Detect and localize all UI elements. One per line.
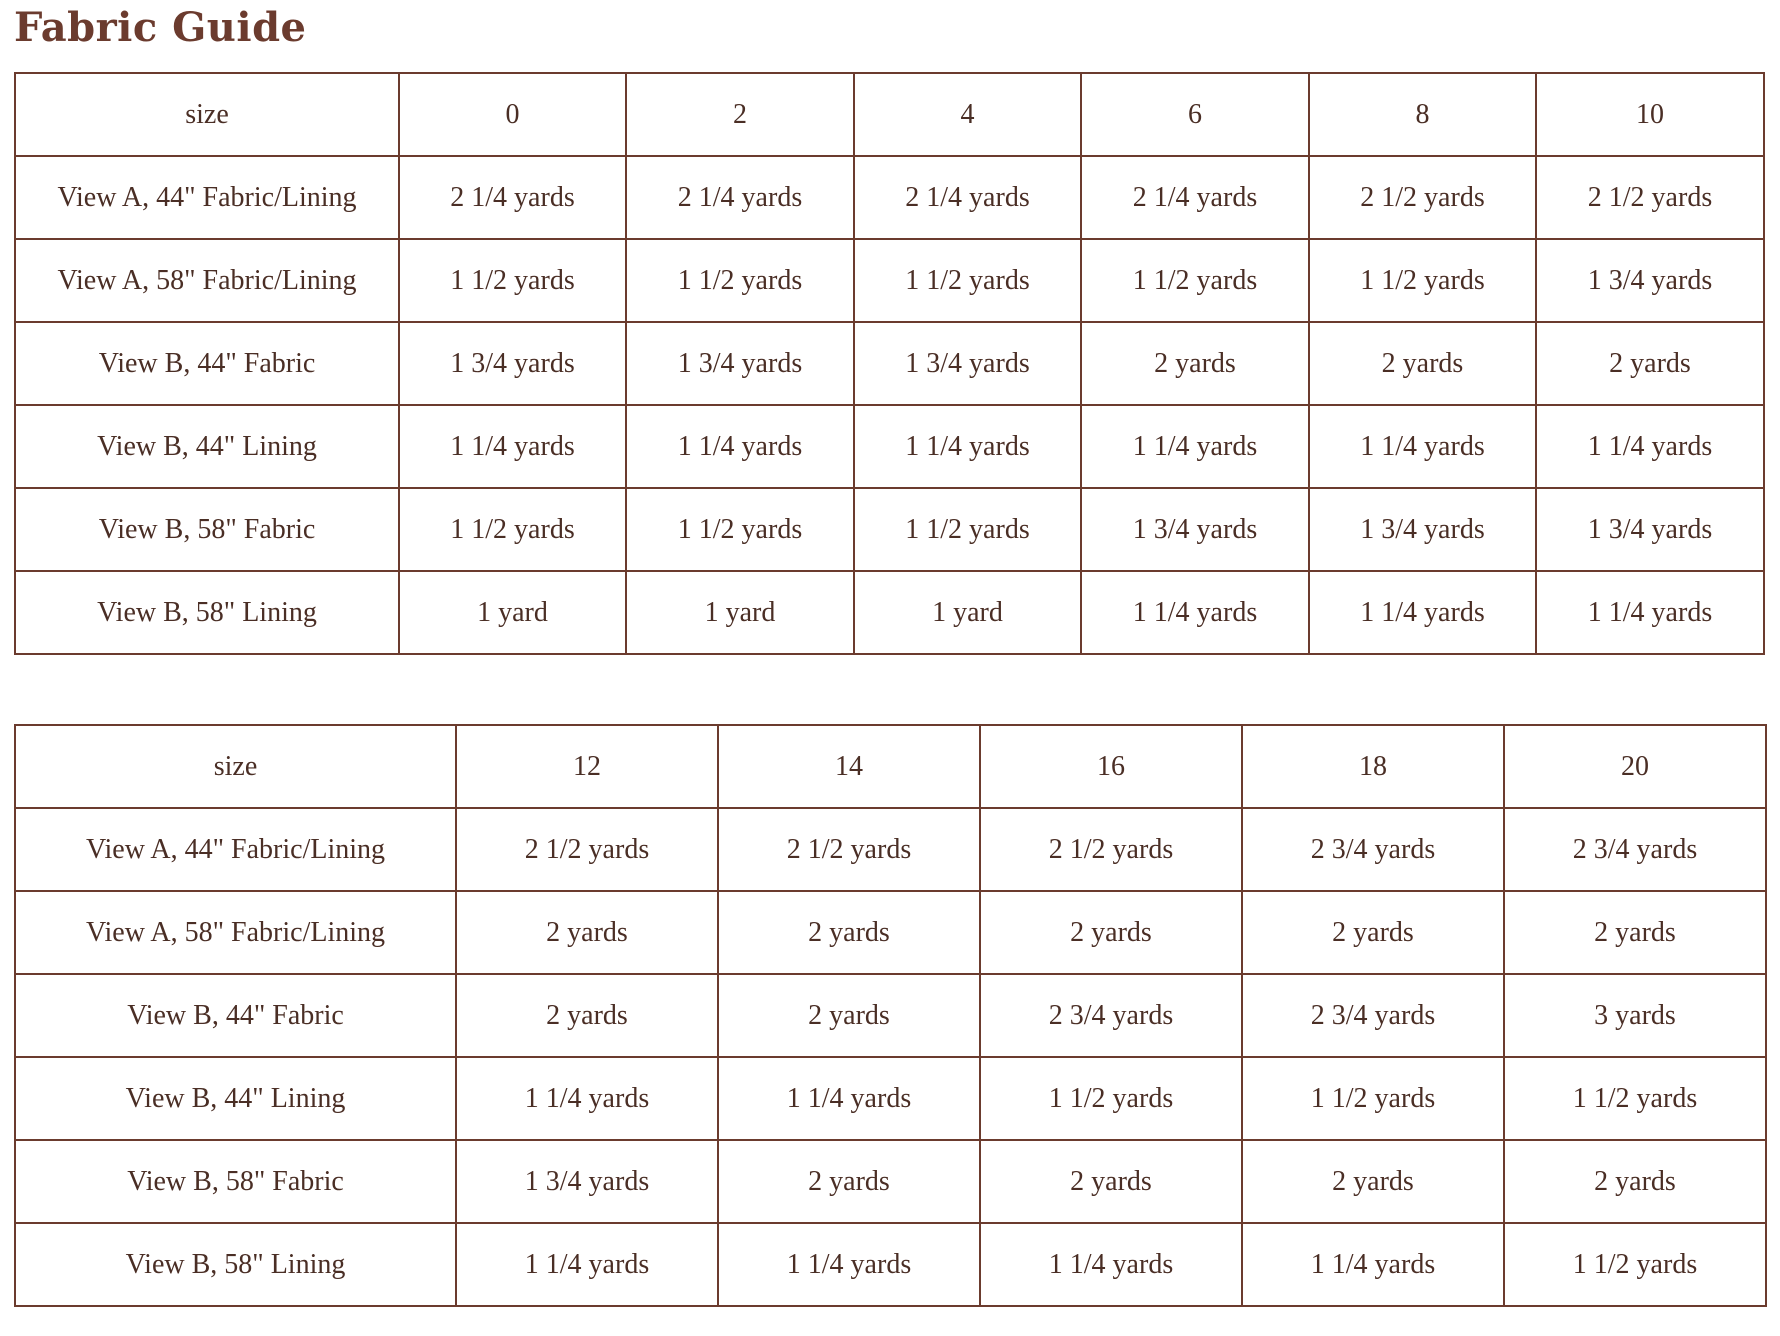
yardage-cell: 2 3/4 yards	[980, 974, 1242, 1057]
yardage-cell: 2 yards	[1081, 322, 1309, 405]
table-row	[15, 1223, 1766, 1306]
yardage-cell: 2 yards	[980, 1140, 1242, 1223]
yardage-cell: 1 3/4 yards	[1081, 488, 1309, 571]
table-row	[15, 974, 1766, 1057]
yardage-cell: 2 1/4 yards	[854, 156, 1081, 239]
header-row	[15, 725, 1766, 808]
yardage-cell: 2 1/2 yards	[718, 808, 980, 891]
yardage-cell: 2 yards	[1504, 891, 1766, 974]
row-label: View B, 58" Fabric	[15, 488, 399, 571]
yardage-cell: 2 1/4 yards	[399, 156, 626, 239]
size-column-header: 14	[718, 725, 980, 808]
row-label: View A, 44" Fabric/Lining	[15, 156, 399, 239]
yardage-cell: 2 3/4 yards	[1242, 974, 1504, 1057]
yardage-cell: 1 yard	[854, 571, 1081, 654]
yardage-cell: 1 3/4 yards	[1309, 488, 1536, 571]
yardage-cell: 1 3/4 yards	[399, 322, 626, 405]
table-row	[15, 405, 1764, 488]
header-row	[15, 73, 1764, 156]
yardage-cell: 1 1/4 yards	[1081, 405, 1309, 488]
size-column-header: 0	[399, 73, 626, 156]
size-header: size	[15, 725, 456, 808]
size-column-header: 8	[1309, 73, 1536, 156]
yardage-cell: 2 1/2 yards	[980, 808, 1242, 891]
table-row	[15, 808, 1766, 891]
yardage-cell: 1 1/4 yards	[718, 1223, 980, 1306]
yardage-cell: 2 yards	[1309, 322, 1536, 405]
yardage-cell: 1 yard	[399, 571, 626, 654]
yardage-cell: 1 3/4 yards	[626, 322, 854, 405]
yardage-cell: 2 yards	[980, 891, 1242, 974]
yardage-cell: 2 yards	[1536, 322, 1764, 405]
yardage-cell: 2 1/4 yards	[1081, 156, 1309, 239]
yardage-cell: 1 1/4 yards	[456, 1223, 718, 1306]
yardage-cell: 2 yards	[718, 1140, 980, 1223]
yardage-cell: 3 yards	[1504, 974, 1766, 1057]
table-row	[15, 239, 1764, 322]
yardage-cell: 1 1/2 yards	[980, 1057, 1242, 1140]
row-label: View B, 58" Fabric	[15, 1140, 456, 1223]
yardage-cell: 1 1/4 yards	[1536, 405, 1764, 488]
size-column-header: 18	[1242, 725, 1504, 808]
yardage-cell: 1 1/2 yards	[399, 239, 626, 322]
yardage-cell: 1 3/4 yards	[456, 1140, 718, 1223]
yardage-cell: 1 1/2 yards	[626, 488, 854, 571]
yardage-cell: 1 1/4 yards	[980, 1223, 1242, 1306]
row-label: View A, 58" Fabric/Lining	[15, 891, 456, 974]
yardage-cell: 2 1/4 yards	[626, 156, 854, 239]
yardage-cell: 2 yards	[1242, 891, 1504, 974]
row-label: View B, 44" Lining	[15, 405, 399, 488]
row-label: View B, 58" Lining	[15, 1223, 456, 1306]
row-label: View A, 58" Fabric/Lining	[15, 239, 399, 322]
page-title: Fabric Guide	[14, 4, 307, 51]
row-label: View B, 58" Lining	[15, 571, 399, 654]
yardage-cell: 1 1/4 yards	[1242, 1223, 1504, 1306]
table-row	[15, 156, 1764, 239]
table-row	[15, 891, 1766, 974]
yardage-cell: 1 1/2 yards	[1504, 1057, 1766, 1140]
yardage-cell: 1 1/4 yards	[1309, 571, 1536, 654]
yardage-cell: 1 yard	[626, 571, 854, 654]
yardage-cell: 2 1/2 yards	[456, 808, 718, 891]
yardage-cell: 1 1/4 yards	[1081, 571, 1309, 654]
yardage-cell: 2 yards	[718, 891, 980, 974]
yardage-cell: 1 1/2 yards	[854, 239, 1081, 322]
size-header: size	[15, 73, 399, 156]
yardage-cell: 1 1/4 yards	[399, 405, 626, 488]
row-label: View A, 44" Fabric/Lining	[15, 808, 456, 891]
fabric-table-sizes-12-20	[14, 724, 1767, 1307]
yardage-cell: 1 3/4 yards	[1536, 488, 1764, 571]
yardage-cell: 1 1/4 yards	[854, 405, 1081, 488]
row-label: View B, 44" Fabric	[15, 322, 399, 405]
yardage-cell: 1 3/4 yards	[854, 322, 1081, 405]
yardage-cell: 1 1/2 yards	[854, 488, 1081, 571]
yardage-cell: 1 3/4 yards	[1536, 239, 1764, 322]
yardage-cell: 2 yards	[456, 891, 718, 974]
yardage-cell: 1 1/4 yards	[626, 405, 854, 488]
yardage-cell: 1 1/4 yards	[1309, 405, 1536, 488]
yardage-cell: 2 3/4 yards	[1242, 808, 1504, 891]
yardage-cell: 1 1/2 yards	[1309, 239, 1536, 322]
size-column-header: 10	[1536, 73, 1764, 156]
yardage-cell: 2 1/2 yards	[1309, 156, 1536, 239]
table-row	[15, 488, 1764, 571]
size-column-header: 4	[854, 73, 1081, 156]
yardage-cell: 1 1/4 yards	[718, 1057, 980, 1140]
yardage-cell: 1 1/2 yards	[1504, 1223, 1766, 1306]
row-label: View B, 44" Lining	[15, 1057, 456, 1140]
yardage-cell: 1 1/4 yards	[1536, 571, 1764, 654]
yardage-cell: 1 1/2 yards	[1242, 1057, 1504, 1140]
yardage-cell: 2 3/4 yards	[1504, 808, 1766, 891]
table-row	[15, 1057, 1766, 1140]
table-row	[15, 571, 1764, 654]
table-row	[15, 322, 1764, 405]
size-column-header: 16	[980, 725, 1242, 808]
size-column-header: 2	[626, 73, 854, 156]
yardage-cell: 1 1/4 yards	[456, 1057, 718, 1140]
yardage-cell: 2 yards	[1504, 1140, 1766, 1223]
yardage-cell: 1 1/2 yards	[399, 488, 626, 571]
table-row	[15, 1140, 1766, 1223]
yardage-cell: 2 yards	[456, 974, 718, 1057]
fabric-table-sizes-0-10	[14, 72, 1765, 655]
yardage-cell: 2 1/2 yards	[1536, 156, 1764, 239]
yardage-cell: 1 1/2 yards	[1081, 239, 1309, 322]
yardage-cell: 2 yards	[718, 974, 980, 1057]
size-column-header: 6	[1081, 73, 1309, 156]
size-column-header: 20	[1504, 725, 1766, 808]
size-column-header: 12	[456, 725, 718, 808]
row-label: View B, 44" Fabric	[15, 974, 456, 1057]
yardage-cell: 1 1/2 yards	[626, 239, 854, 322]
yardage-cell: 2 yards	[1242, 1140, 1504, 1223]
